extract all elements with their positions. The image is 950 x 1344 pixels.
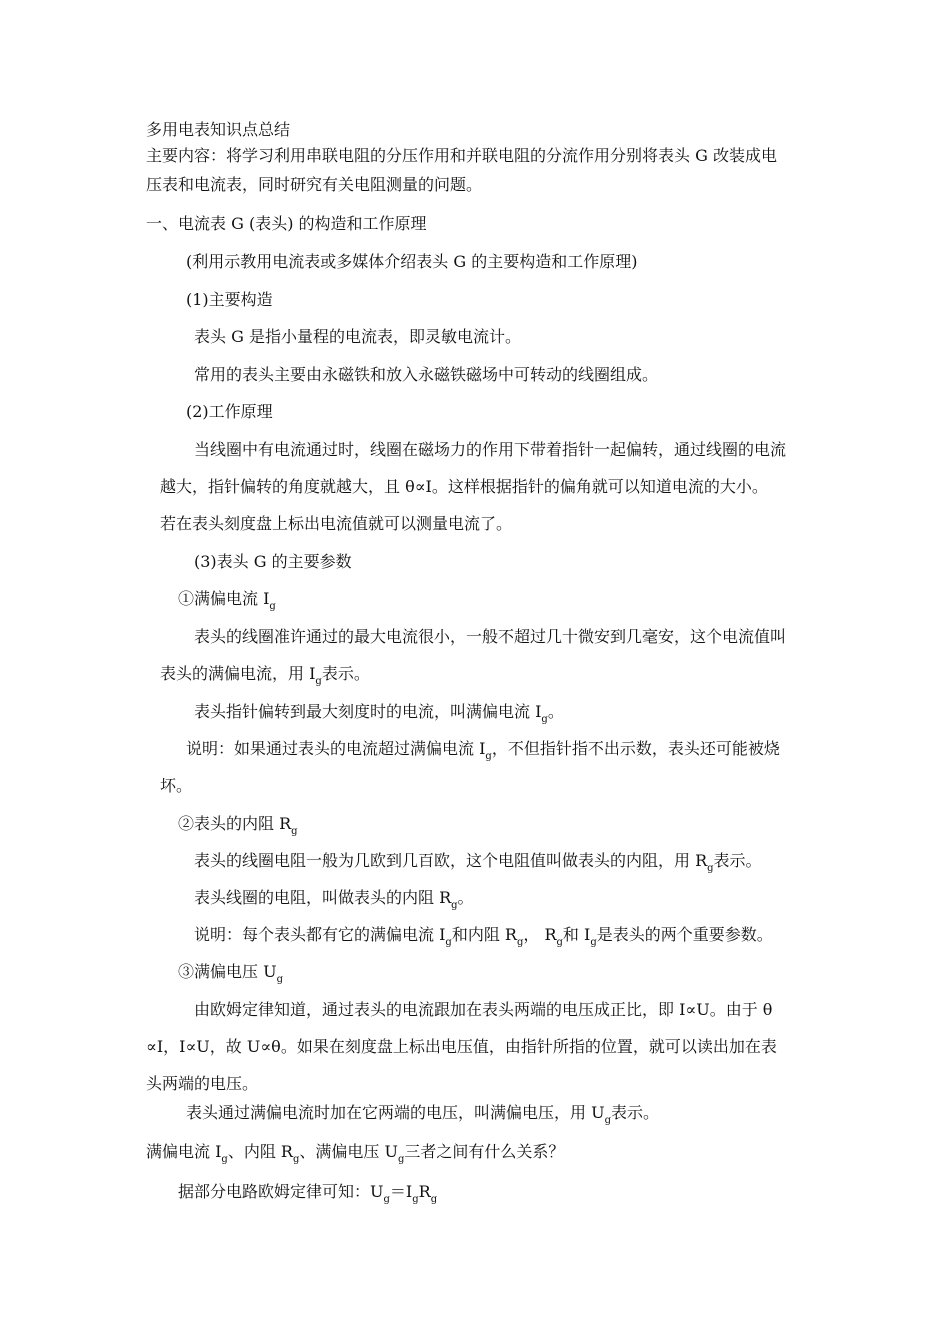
rg-para-1: 表头的线圈电阻一般为几欧到几百欧，这个电阻值叫做表头的内阻，用 $R_g$表示。 <box>194 851 762 874</box>
principle-heading: (2)工作原理 <box>186 402 273 421</box>
ug-para-2: 表头通过满偏电流时加在它两端的电压，叫满偏电压，用 $U_g$表示。 <box>186 1103 659 1126</box>
ig-heading: ①满偏电流 $I_g$ <box>178 589 276 612</box>
ug-para-1-line-3: 头两端的电压。 <box>146 1074 259 1093</box>
principle-line-1: 当线圈中有电流通过时，线圈在磁场力的作用下带着指针一起偏转，通过线圈的电流 <box>194 440 787 459</box>
ug-para-1-line-1: 由欧姆定律知道，通过表头的电流跟加在表头两端的电压成正比，即 I∝U。由于 θ <box>194 1000 773 1019</box>
rg-para-2: 表头线圈的电阻，叫做表头的内阻 $R_g$。 <box>194 888 474 911</box>
structure-para-1: 表头 G 是指小量程的电流表，即灵敏电流计。 <box>194 327 521 346</box>
rg-note: 说明：每个表头都有它的满偏电流 $I_g$和内阻 $R_g$， $R_g$和 $I_g$是表头的两个重要参数。 <box>194 925 773 948</box>
principle-line-3: 若在表头刻度盘上标出电流值就可以测量电流了。 <box>160 514 513 533</box>
ug-heading: ③满偏电压 $U_g$ <box>178 962 283 985</box>
ig-para-1-line-2: 表头的满偏电流，用 $I_g$表示。 <box>160 664 370 687</box>
ug-para-1-line-2: ∝I，I∝U，故 U∝θ。如果在刻度盘上标出电压值，由指针所指的位置，就可以读出加在表 <box>146 1037 777 1056</box>
ig-para-2: 表头指针偏转到最大刻度时的电流，叫满偏电流 $I_g$。 <box>194 702 564 725</box>
params-heading: (3)表头 G 的主要参数 <box>194 552 352 571</box>
ig-note-line-2: 坏。 <box>160 776 193 795</box>
relation-answer: 据部分电路欧姆定律可知：$U_g=I_gR_g$ <box>178 1182 438 1205</box>
relation-question: 满偏电流 $I_g$、内阻 $R_g$、满偏电压 $U_g$三者之间有什么关系？ <box>146 1142 565 1165</box>
intro-line-1: 主要内容：将学习利用串联电阻的分压作用和并联电阻的分流作用分别将表头 G 改装成电 <box>146 146 777 165</box>
doc-title: 多用电表知识点总结 <box>146 120 291 139</box>
intro-line-2: 压表和电流表，同时研究有关电阻测量的问题。 <box>146 175 483 194</box>
section-heading: 一、电流表 G (表头) 的构造和工作原理 <box>146 214 427 233</box>
structure-heading: (1)主要构造 <box>186 290 273 309</box>
section-note: (利用示教用电流表或多媒体介绍表头 G 的主要构造和工作原理) <box>186 252 638 271</box>
principle-line-2: 越大，指针偏转的角度就越大，且 θ∝I。这样根据指针的偏角就可以知道电流的大小。 <box>160 477 768 496</box>
ig-note-line-1: 说明：如果通过表头的电流超过满偏电流 $I_g$，不但指针指不出示数，表头还可能被烧 <box>186 739 780 762</box>
structure-para-2: 常用的表头主要由永磁铁和放入永磁铁磁场中可转动的线圈组成。 <box>194 365 659 384</box>
rg-heading: ②表头的内阻 $R_g$ <box>178 814 298 837</box>
ig-para-1-line-1: 表头的线圈准许通过的最大电流很小，一般不超过几十微安到几毫安，这个电流值叫 <box>194 627 787 646</box>
